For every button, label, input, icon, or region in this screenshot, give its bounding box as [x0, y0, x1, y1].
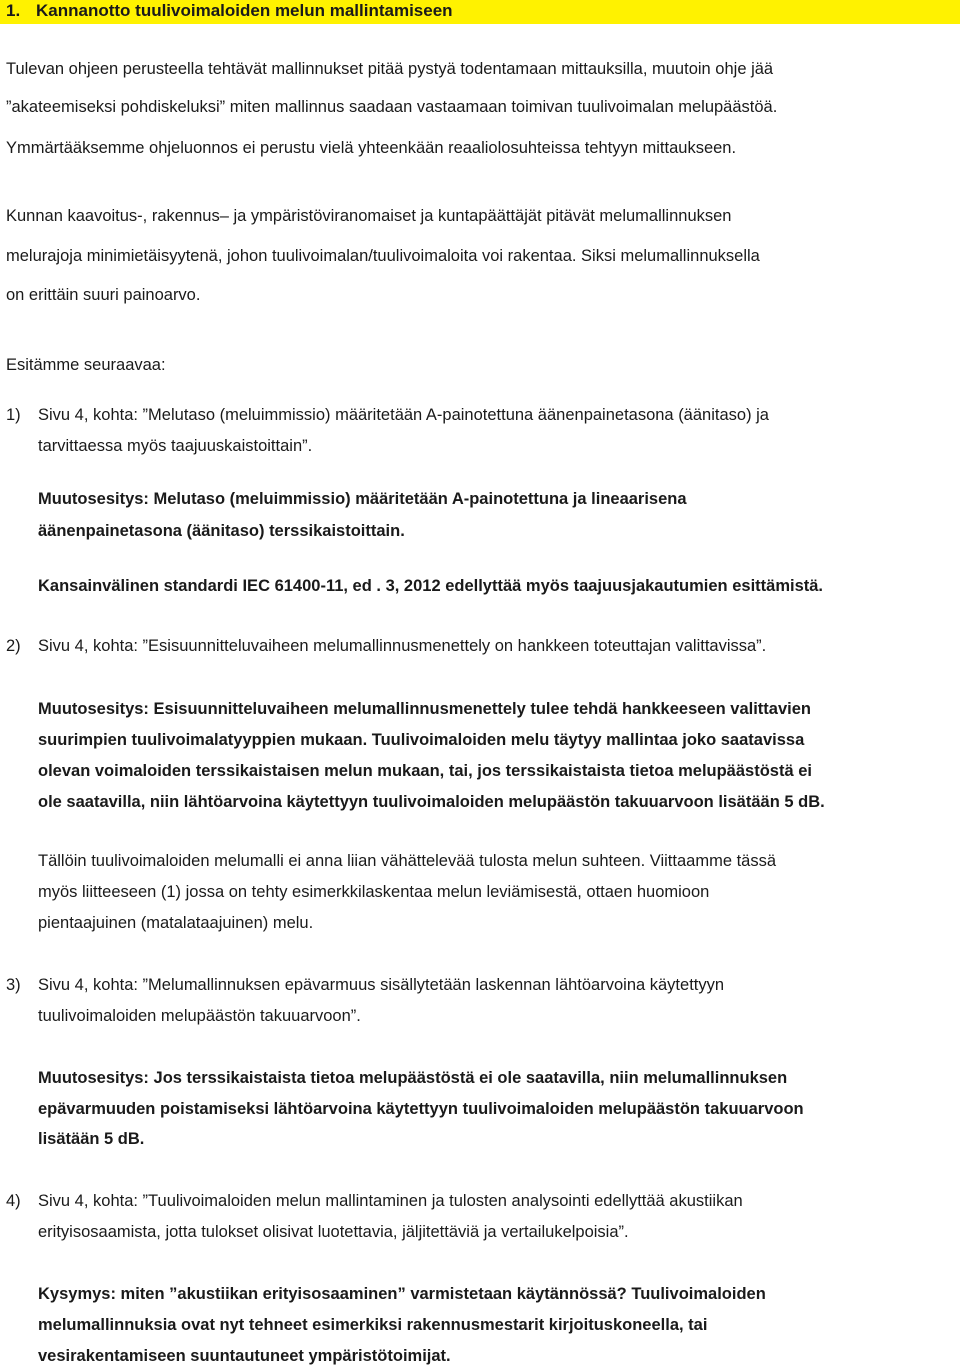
proposal-line: ole saatavilla, niin lähtöarvoina käytettyyn tuulivoimaloiden melupäästön takuuarvoon lisätään 5 dB.: [38, 793, 825, 811]
item-quote-line: Sivu 4, kohta: ”Tuulivoimaloiden melun mallintaminen ja tulosten analysointi edellyttää akustiikan: [38, 1192, 743, 1210]
item-number: 3): [6, 976, 21, 994]
item-number: 1): [6, 406, 21, 424]
proposal-line: olevan voimaloiden terssikaistaisen melun mukaan, tai, jos terssikaistaista tietoa melupäästöstä ei: [38, 762, 812, 780]
proposal-line: Muutosesitys: Jos terssikaistaista tietoa melupäästöstä ei ole saatavilla, niin melumallinnuksen: [38, 1069, 788, 1087]
note-line: Tällöin tuulivoimaloiden melumalli ei anna liian vähättelevää tulosta melun suhteen. Viittaamme tässä: [38, 852, 777, 870]
item-quote-line: Sivu 4, kohta: ”Esisuunnitteluvaiheen melumallinnusmenettely on hankkeen toteuttajan valittavissa”.: [38, 637, 767, 655]
standard-note: Kansainvälinen standardi IEC 61400-11, ed . 3, 2012 edellyttää myös taajuusjakautumien esittämistä.: [38, 577, 824, 595]
paragraph-line: melurajoja minimietäisyytenä, johon tuulivoimalan/tuulivoimaloita voi rakentaa. Siksi melumallinnuksella: [6, 247, 760, 265]
item-number: 4): [6, 1192, 21, 1210]
item-quote-line: tuulivoimaloiden melupäästön takuuarvoon”.: [38, 1007, 361, 1025]
intro-label: Esitämme seuraavaa:: [6, 356, 166, 374]
item-quote-line: tarvittaessa myös taajuuskaistoittain”.: [38, 437, 313, 455]
question-line: vesirakentamiseen suuntautuneet ympäristötoimijat.: [38, 1347, 451, 1365]
note-line: myös liitteeseen (1) jossa on tehty esimerkkilaskentaa melun leviämisestä, ottaen huomioon: [38, 883, 710, 901]
heading-number: 1.: [6, 1, 21, 20]
intro-line: Ymmärtääksemme ohjeluonnos ei perustu vielä yhteenkään reaaliolosuhteissa tehtyyn mittaukseen.: [6, 139, 737, 157]
proposal-line: Muutosesitys: Melutaso (meluimmissio) määritetään A-painotettuna ja lineaarisena: [38, 490, 687, 508]
item-quote-line: erityisosaamista, jotta tulokset olisivat luotettavia, jäljitettäviä ja vertailukelpoisia”.: [38, 1223, 629, 1241]
paragraph-line: Kunnan kaavoitus-, rakennus– ja ympäristöviranomaiset ja kuntapäättäjät pitävät melumallinnuksen: [6, 207, 732, 225]
proposal-line: suurimpien tuulivoimalatyyppien mukaan. Tuulivoimaloiden melu täytyy mallintaa joko saatavissa: [38, 731, 805, 749]
paragraph-line: on erittäin suuri painoarvo.: [6, 286, 201, 304]
item-quote-line: Sivu 4, kohta: ”Melutaso (meluimmissio) määritetään A-painotettuna äänenpainetasona (äänitaso) ja: [38, 406, 769, 424]
section-heading: [0, 0, 960, 24]
item-quote-line: Sivu 4, kohta: ”Melumallinnuksen epävarmuus sisällytetään laskennan lähtöarvoina käytettyyn: [38, 976, 725, 994]
proposal-line: lisätään 5 dB.: [38, 1130, 145, 1148]
item-number: 2): [6, 637, 21, 655]
proposal-line: äänenpainetasona (äänitaso) terssikaistoittain.: [38, 522, 405, 540]
heading-title: Kannanotto tuulivoimaloiden melun mallintamiseen: [36, 1, 453, 20]
question-line: Kysymys: miten ”akustiikan erityisosaaminen” varmistetaan käytännössä? Tuulivoimaloiden: [38, 1285, 766, 1303]
question-line: melumallinnuksia ovat nyt tehneet esimerkiksi rakennusmestarit kirjoituskoneella, tai: [38, 1316, 708, 1334]
note-line: pientaajuinen (matalataajuinen) melu.: [38, 914, 314, 932]
proposal-line: epävarmuuden poistamiseksi lähtöarvoina käytettyyn tuulivoimaloiden melupäästön takuuarvoon: [38, 1100, 804, 1118]
intro-line: ”akateemiseksi pohdiskeluksi” miten mallinnus saadaan vastaamaan toimivan tuulivoimalan melupäästöä.: [6, 98, 778, 116]
intro-line: Tulevan ohjeen perusteella tehtävät mallinnukset pitää pystyä todentamaan mittauksilla, muutoin ohje jää: [6, 60, 774, 78]
proposal-line: Muutosesitys: Esisuunnitteluvaiheen melumallinnusmenettely tulee tehdä hankkeeseen valittavien: [38, 700, 811, 718]
